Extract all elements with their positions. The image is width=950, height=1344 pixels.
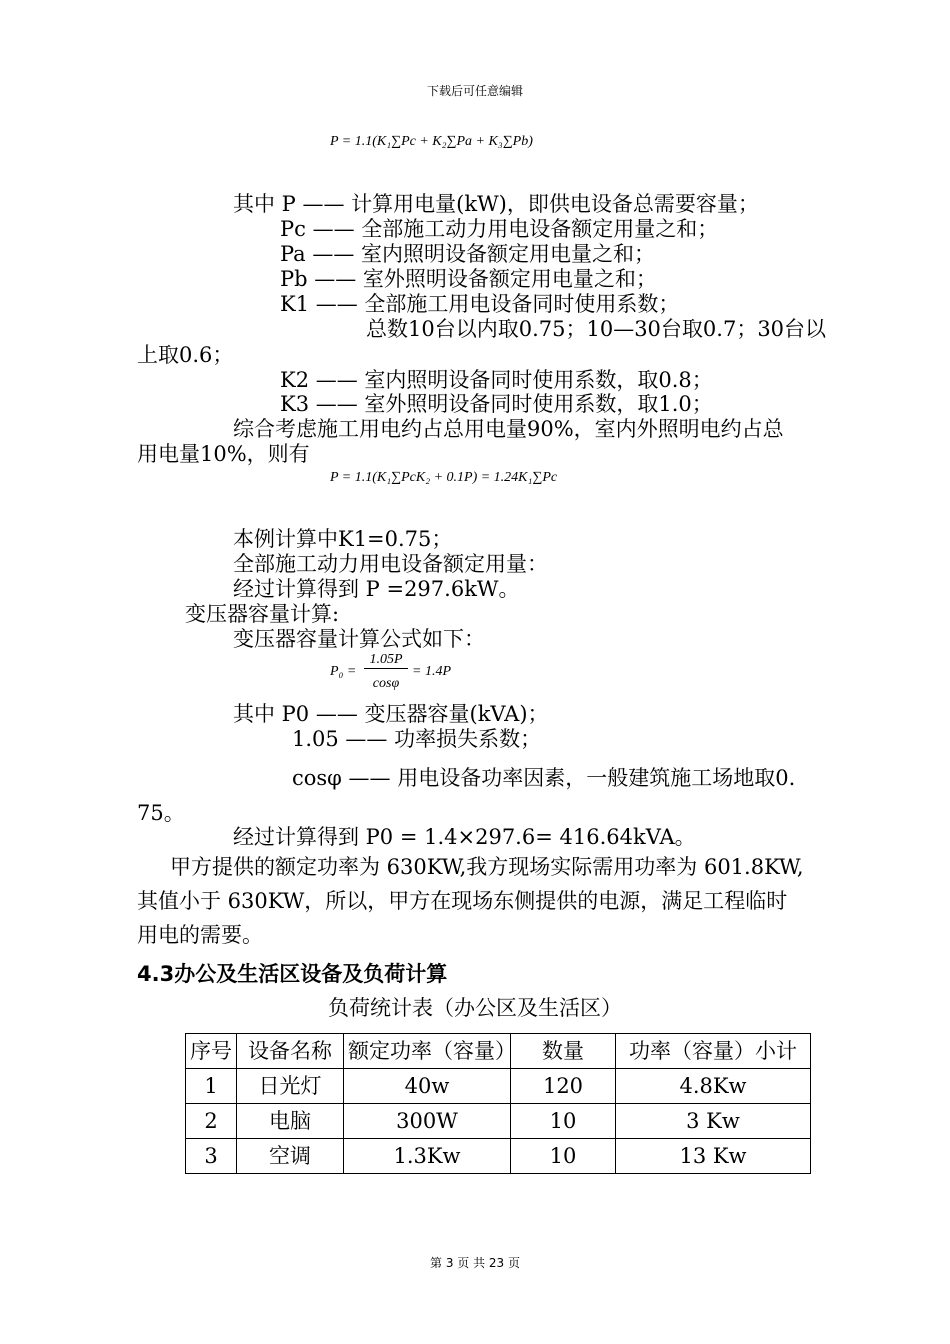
def-pa: Pa —— 室内照明设备额定用电量之和； — [280, 242, 656, 266]
section-title: 4.3办公及生活区设备及负荷计算 — [137, 962, 448, 986]
page-header: 下载后可任意编辑 — [426, 84, 523, 98]
consider-text: 综合考虑施工用电约占总用电量90%，室内外照明电约占总 — [233, 417, 784, 441]
table-cell: 40w — [344, 1069, 511, 1104]
table-cell: 4.8Kw — [616, 1069, 811, 1104]
table-row — [186, 1069, 811, 1104]
header-cell: 序号 — [186, 1034, 237, 1069]
table-cell: 10 — [511, 1104, 616, 1139]
table-cell: 2 — [186, 1104, 237, 1139]
transformer-result: 经过计算得到 P0 = 1.4×297.6= 416.64kVA。 — [233, 825, 696, 849]
def-cos: cosφ —— 用电设备功率因素，一般建筑施工场地取0. — [292, 766, 796, 790]
table-caption: 负荷统计表（办公区及生活区） — [328, 996, 622, 1020]
table-cell: 120 — [511, 1069, 616, 1104]
table-cell: 电脑 — [237, 1104, 344, 1139]
def-k3: K3 —— 室外照明设备同时使用系数，取1.0； — [280, 392, 713, 416]
table-cell: 3 Kw — [616, 1104, 811, 1139]
simplified-formula: P = 1.1(K₁∑PcK₂ + 0.1P) = 1.24K₁∑Pc — [330, 470, 558, 485]
def-pc: Pc —— 全部施工动力用电设备额定用量之和； — [280, 217, 719, 241]
table-cell: 空调 — [237, 1139, 344, 1174]
def-k2: K2 —— 室内照明设备同时使用系数，取0.8； — [280, 368, 713, 392]
formula-lhs: P₀ = — [330, 664, 357, 679]
def-p: 其中 P —— 计算用电量(kW)，即供电设备总需要容量； — [233, 192, 759, 216]
conclusion-line-3: 用电的需要。 — [137, 923, 263, 947]
header-cell: 功率（容量）小计 — [616, 1034, 811, 1069]
conclusion-line-2: 其值小于 630KW，所以，甲方在现场东侧提供的电源，满足工程临时 — [137, 889, 788, 913]
transformer-formula-intro: 变压器容量计算公式如下： — [233, 627, 485, 651]
header-cell: 数量 — [511, 1034, 616, 1069]
consider-text-cont: 用电量10%，则有 — [137, 442, 310, 466]
calc-k1: 本例计算中K1=0.75； — [233, 527, 453, 551]
page-footer: 第 3 页 共 23 页 — [430, 1256, 520, 1270]
table-cell: 1 — [186, 1069, 237, 1104]
def-cos-cont: 75。 — [137, 801, 185, 825]
table-cell: 10 — [511, 1139, 616, 1174]
def-k1-note: 总数10台以内取0.75；10—30台取0.7；30台以 — [366, 317, 827, 341]
table-row — [186, 1139, 811, 1174]
calc-result: 经过计算得到 P =297.6kW。 — [233, 577, 520, 601]
table-cell: 3 — [186, 1139, 237, 1174]
conclusion-line-1: 甲方提供的额定功率为 630KW,我方现场实际需用功率为 601.8KW, — [170, 855, 804, 879]
table-cell: 日光灯 — [237, 1069, 344, 1104]
table-cell: 13 Kw — [616, 1139, 811, 1174]
table-header-row — [186, 1034, 811, 1069]
calc-total: 全部施工动力用电设备额定用量： — [233, 552, 548, 576]
def-k1-note-cont: 上取0.6； — [137, 343, 234, 367]
def-k1: K1 —— 全部施工用电设备同时使用系数； — [280, 292, 680, 316]
table-cell: 1.3Kw — [344, 1139, 511, 1174]
formula-rhs: = 1.4P — [412, 664, 451, 679]
def-p0: 其中 P0 —— 变压器容量(kVA)； — [233, 702, 549, 726]
header-cell: 设备名称 — [237, 1034, 344, 1069]
def-loss: 1.05 —— 功率损失系数； — [292, 727, 542, 751]
header-cell: 额定功率（容量） — [344, 1034, 511, 1069]
table-row — [186, 1104, 811, 1139]
formula-denominator: cosφ — [372, 676, 400, 691]
formula-numerator: 1.05P — [364, 652, 408, 669]
power-formula: P = 1.1(K₁∑Pc + K₂∑Pa + K₃∑Pb) — [330, 134, 533, 149]
def-pb: Pb —— 室外照明设备额定用电量之和； — [280, 267, 657, 291]
load-table — [185, 1033, 811, 1174]
table-cell: 300W — [344, 1104, 511, 1139]
transformer-heading: 变压器容量计算: — [185, 602, 340, 626]
